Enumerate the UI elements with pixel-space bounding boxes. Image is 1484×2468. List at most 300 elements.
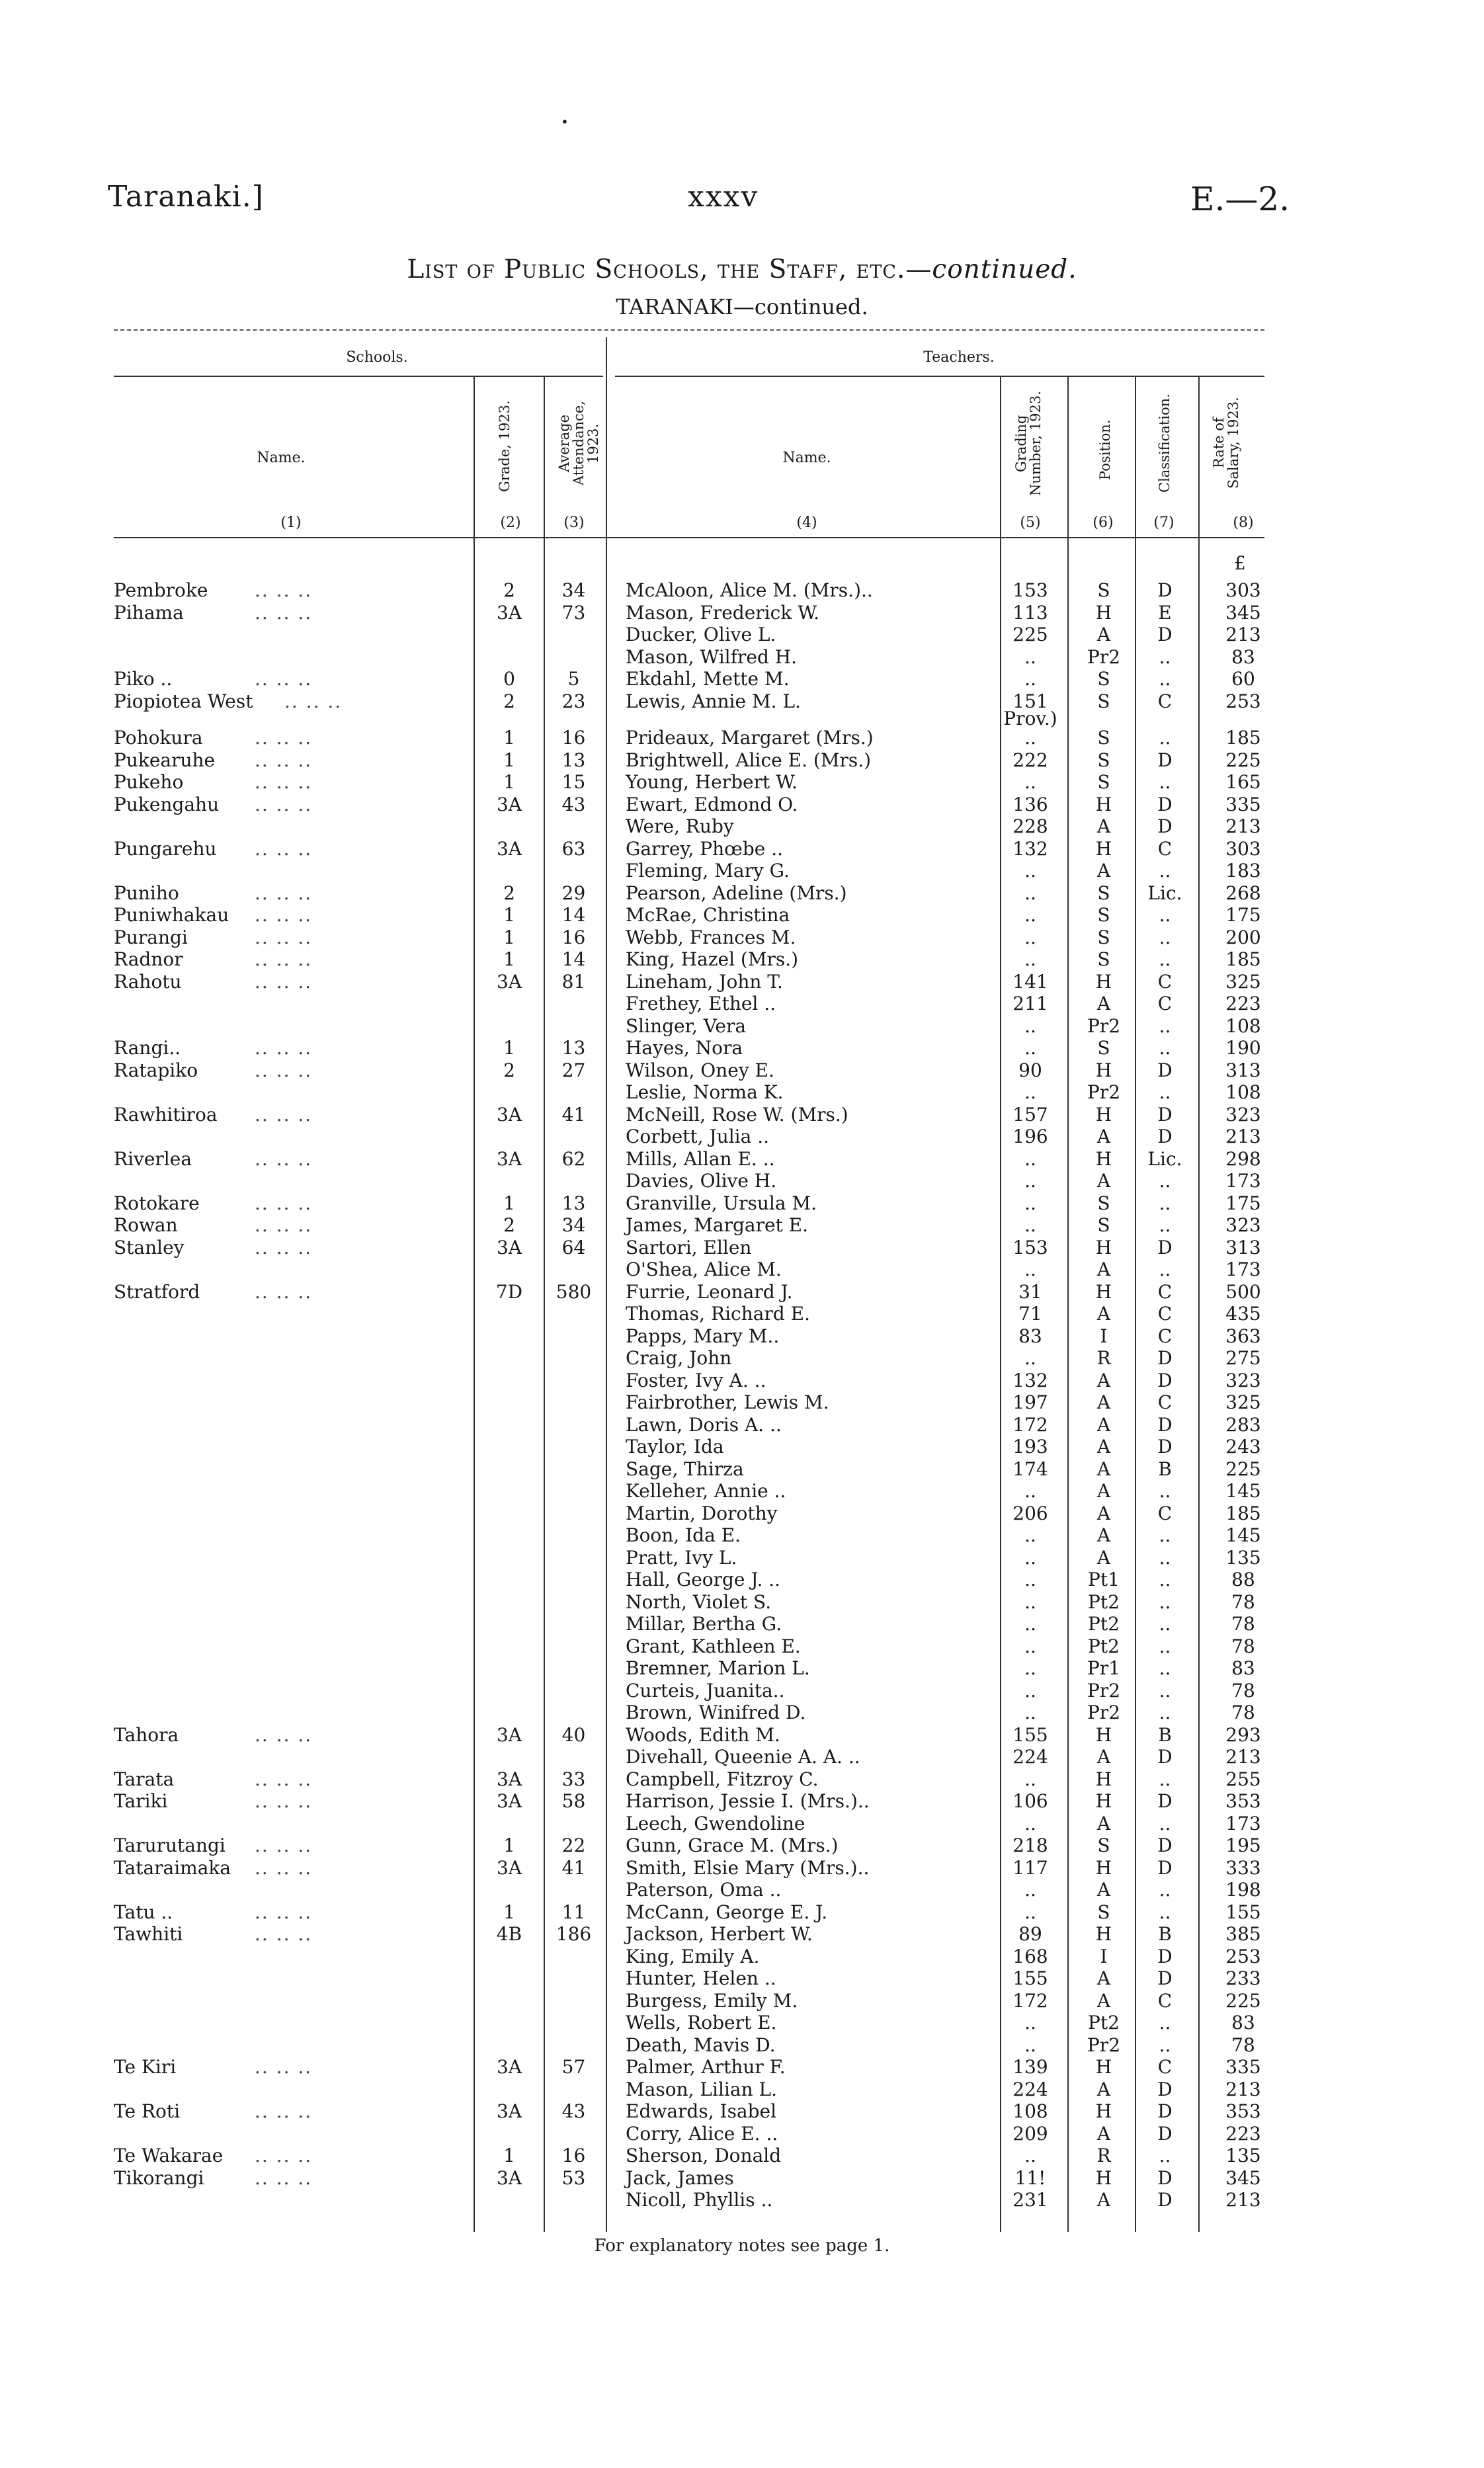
salary-rate: 243 — [1225, 1436, 1261, 1458]
teacher-classification: .. — [1159, 1214, 1171, 1236]
table-row — [0, 993, 1484, 1014]
teacher-position: A — [1096, 1413, 1111, 1436]
teacher-position: H — [1095, 970, 1112, 993]
school-grade: 3A — [496, 1790, 522, 1812]
average-attendance: 14 — [561, 948, 586, 970]
grading-number: .. — [1024, 1590, 1036, 1613]
grading-number: .. — [1024, 2145, 1036, 2166]
salary-rate: 325 — [1225, 1391, 1261, 1413]
grading-number: .. — [1024, 1170, 1036, 1192]
salary-rate: 313 — [1225, 1059, 1261, 1081]
leader-dots: .. .. .. — [255, 2100, 313, 2122]
teacher-name: Sage, Thirza — [626, 1458, 744, 1480]
school-grade: 2 — [503, 882, 515, 904]
teacher-name: Papps, Mary M.. — [626, 1325, 780, 1347]
teacher-position: S — [1097, 1214, 1110, 1236]
grading-number: 211 — [1012, 993, 1048, 1014]
salary-rate: 108 — [1225, 1081, 1261, 1103]
table-row — [0, 1214, 1484, 1236]
teacher-position: S — [1097, 1037, 1110, 1059]
teacher-name: Mason, Wilfred H. — [626, 645, 798, 668]
salary-rate: 78 — [1231, 2034, 1255, 2056]
grading-number: 172 — [1012, 1413, 1048, 1436]
teacher-position: S — [1097, 727, 1110, 749]
school-name: Pukeho — [114, 771, 184, 793]
school-name: Tarurutangi — [114, 1834, 226, 1856]
table-row — [0, 2145, 1484, 2166]
table-row — [0, 2034, 1484, 2056]
teacher-position: Pr2 — [1087, 1679, 1121, 1702]
salary-rate: 200 — [1225, 926, 1261, 948]
school-name: Rangi.. — [114, 1037, 181, 1059]
leader-dots: .. .. .. — [255, 926, 313, 948]
grading-number: 231 — [1012, 2189, 1048, 2211]
column-number-3: (3) — [563, 514, 585, 531]
school-grade: 3A — [496, 1856, 522, 1879]
average-attendance: 23 — [561, 690, 586, 712]
teacher-position: A — [1096, 1436, 1111, 1458]
teacher-position: I — [1100, 1945, 1108, 1967]
grading-number: 218 — [1012, 1834, 1048, 1856]
teacher-classification: .. — [1159, 1546, 1171, 1569]
average-attendance: 27 — [561, 1059, 586, 1081]
teacher-classification: C — [1157, 837, 1173, 860]
salary-rate: 345 — [1225, 601, 1261, 624]
teacher-classification: .. — [1159, 1081, 1171, 1103]
grading-number: 224 — [1012, 2078, 1048, 2100]
teacher-classification: E — [1158, 601, 1172, 624]
grading-number: 71 — [1018, 1303, 1042, 1325]
teacher-classification: D — [1157, 1834, 1173, 1856]
average-attendance: 62 — [561, 1147, 586, 1170]
table-row — [0, 1613, 1484, 1635]
teacher-classification: .. — [1159, 2034, 1171, 2056]
school-name: Tatu .. — [114, 1901, 173, 1923]
grading-number: 132 — [1012, 1369, 1048, 1391]
table-row — [0, 1813, 1484, 1834]
teacher-position: I — [1100, 1325, 1108, 1347]
teacher-position: H — [1095, 2100, 1112, 2122]
teacher-name: Lewis, Annie M. L. — [626, 690, 801, 712]
page-number: xxxv — [688, 180, 759, 214]
table-row — [0, 838, 1484, 860]
table-row — [0, 1569, 1484, 1590]
teacher-name: Lawn, Doris A. .. — [626, 1413, 782, 1436]
teacher-classification: C — [1157, 993, 1173, 1014]
table-row — [0, 2056, 1484, 2078]
column-number-1: (1) — [280, 514, 302, 531]
salary-rate: 135 — [1225, 1546, 1261, 1569]
teacher-classification: D — [1157, 1347, 1173, 1369]
table-row — [0, 624, 1484, 645]
teacher-position: H — [1095, 1856, 1112, 1879]
teacher-classification: D — [1157, 1945, 1173, 1967]
table-row — [0, 2189, 1484, 2211]
teacher-position: S — [1097, 771, 1110, 793]
average-attendance: 40 — [561, 1723, 586, 1746]
salary-rate: 183 — [1225, 860, 1261, 882]
grading-number: .. — [1024, 860, 1036, 882]
average-attendance: 41 — [561, 1856, 586, 1879]
print-mark: • — [561, 114, 569, 130]
teacher-name: Ewart, Edmond O. — [626, 793, 798, 815]
teacher-name: Bremner, Marion L. — [626, 1657, 810, 1679]
table-row — [0, 860, 1484, 882]
leader-dots: .. .. .. — [255, 1192, 313, 1214]
table-row — [0, 1879, 1484, 1901]
salary-rate: 268 — [1225, 882, 1261, 904]
leader-dots: .. .. .. — [255, 970, 313, 993]
school-grade: 0 — [503, 668, 515, 690]
leader-dots: .. .. .. — [255, 1901, 313, 1923]
currency-symbol: £ — [1234, 552, 1246, 574]
grading-number: 196 — [1012, 1126, 1048, 1147]
teacher-position: H — [1095, 1723, 1112, 1746]
salary-rate: 185 — [1225, 727, 1261, 749]
leader-dots: .. .. .. — [255, 904, 313, 926]
teacher-position: A — [1096, 624, 1111, 645]
teacher-position: A — [1096, 1967, 1111, 1989]
salary-rate: 293 — [1225, 1723, 1261, 1746]
school-grade: 3A — [496, 1236, 522, 1258]
table-row — [0, 794, 1484, 815]
school-name: Stratford — [114, 1280, 200, 1303]
grading-number: 153 — [1012, 579, 1048, 601]
leader-dots: .. .. .. — [255, 2145, 313, 2166]
grading-number: 174 — [1012, 1458, 1048, 1480]
teacher-name: McCann, George E. J. — [626, 1901, 828, 1923]
running-header-left: Taranaki.] — [108, 180, 264, 214]
teacher-classification: C — [1157, 1325, 1173, 1347]
teacher-position: Pr2 — [1087, 1702, 1121, 1723]
teacher-name: Brightwell, Alice E. (Mrs.) — [626, 749, 872, 771]
salary-rate: 353 — [1225, 2100, 1261, 2122]
leader-dots: .. .. .. — [284, 690, 343, 712]
school-name: Tariki — [114, 1790, 168, 1812]
salary-rate: 175 — [1225, 904, 1261, 926]
teacher-classification: D — [1157, 2100, 1173, 2122]
table-row — [0, 1126, 1484, 1147]
grading-number: 136 — [1012, 793, 1048, 815]
teacher-name: Thomas, Richard E. — [626, 1303, 810, 1325]
teacher-name: Campbell, Fitzroy C. — [626, 1768, 819, 1790]
school-grade: 2 — [503, 579, 515, 601]
school-grade: 3A — [496, 2166, 522, 2189]
grading-number: 172 — [1012, 1989, 1048, 2012]
teacher-position: A — [1096, 1303, 1111, 1325]
teacher-position: H — [1095, 1280, 1112, 1303]
teacher-classification: .. — [1159, 1480, 1171, 1502]
salary-rate: 190 — [1225, 1037, 1261, 1059]
salary-rate: 323 — [1225, 1369, 1261, 1391]
table-row — [0, 1237, 1484, 1258]
salary-rate: 108 — [1225, 1014, 1261, 1037]
teacher-position: A — [1096, 2078, 1111, 2100]
grading-number: .. — [1024, 645, 1036, 668]
school-name: Rotokare — [114, 1192, 200, 1214]
grading-number: 155 — [1012, 1723, 1048, 1746]
table-row — [0, 1458, 1484, 1480]
teacher-name: Martin, Dorothy — [626, 1502, 778, 1524]
school-grade: 3A — [496, 2056, 522, 2078]
average-attendance: 16 — [561, 2145, 586, 2166]
teacher-classification: D — [1157, 1369, 1173, 1391]
teacher-classification: Lic. — [1147, 1147, 1182, 1170]
grading-number: 117 — [1012, 1856, 1048, 1879]
teacher-classification: D — [1157, 1856, 1173, 1879]
average-attendance: 34 — [561, 1214, 586, 1236]
salary-rate: 213 — [1225, 624, 1261, 645]
teacher-position: Pt2 — [1088, 2012, 1120, 2034]
table-row — [0, 1946, 1484, 1967]
salary-rate: 335 — [1225, 793, 1261, 815]
school-name: Te Kiri — [114, 2056, 177, 2078]
column-number-7: (7) — [1153, 514, 1175, 531]
teacher-name: McRae, Christina — [626, 904, 790, 926]
table-row — [0, 1370, 1484, 1391]
leader-dots: .. .. .. — [255, 793, 313, 815]
teacher-name: Boon, Ida E. — [626, 1524, 741, 1546]
teacher-position: A — [1096, 1126, 1111, 1147]
teacher-position: H — [1095, 2166, 1112, 2189]
teacher-classification: .. — [1159, 727, 1171, 749]
school-name: Rowan — [114, 1214, 178, 1236]
table-row — [0, 1857, 1484, 1879]
average-attendance: 16 — [561, 926, 586, 948]
salary-rate: 500 — [1225, 1280, 1261, 1303]
table-row — [0, 1724, 1484, 1746]
table-row — [0, 815, 1484, 837]
average-attendance: 13 — [561, 1192, 586, 1214]
teacher-position: H — [1095, 2056, 1112, 2078]
column-header-classification: Classification. — [1157, 393, 1173, 493]
table-row — [0, 1037, 1484, 1059]
teacher-classification: .. — [1159, 2012, 1171, 2034]
teacher-classification: D — [1157, 2078, 1173, 2100]
grading-number: 197 — [1012, 1391, 1048, 1413]
table-row — [0, 1990, 1484, 2012]
teacher-name: Were, Ruby — [626, 815, 734, 837]
leader-dots: .. .. .. — [255, 1834, 313, 1856]
school-grade: 3A — [496, 970, 522, 993]
teacher-position: R — [1096, 2145, 1111, 2166]
school-grade: 1 — [503, 948, 515, 970]
column-header-teacher-name: Name. — [782, 450, 831, 466]
header-bottom-rule — [114, 537, 1264, 538]
teacher-name: Young, Herbert W. — [626, 771, 798, 793]
teacher-name: Corbett, Julia .. — [626, 1126, 770, 1147]
teacher-name: King, Emily A. — [626, 1945, 760, 1967]
table-row — [0, 771, 1484, 793]
average-attendance: 14 — [561, 904, 586, 926]
school-grade: 1 — [503, 1834, 515, 1856]
average-attendance: 73 — [561, 601, 586, 624]
teacher-position: R — [1096, 1347, 1111, 1369]
teacher-name: O'Shea, Alice M. — [626, 1258, 782, 1280]
leader-dots: .. .. .. — [255, 882, 313, 904]
teacher-classification: .. — [1159, 1679, 1171, 1702]
grading-number: .. — [1024, 1901, 1036, 1923]
school-name: Puniwhakau — [114, 904, 229, 926]
teacher-position: Pt2 — [1088, 1590, 1120, 1613]
average-attendance: 11 — [561, 1901, 586, 1923]
teacher-classification: C — [1157, 1502, 1173, 1524]
average-attendance: 43 — [561, 2100, 586, 2122]
grading-number: 151 — [1012, 690, 1048, 712]
salary-rate: 353 — [1225, 1790, 1261, 1812]
teacher-position: S — [1097, 926, 1110, 948]
teacher-classification: D — [1157, 815, 1173, 837]
grading-number: 139 — [1012, 2056, 1048, 2078]
teacher-classification: .. — [1159, 1812, 1171, 1834]
school-grade: 4B — [496, 1923, 522, 1945]
grading-number: .. — [1024, 1192, 1036, 1214]
salary-rate: 185 — [1225, 1502, 1261, 1524]
footer-note: For explanatory notes see page 1. — [594, 2236, 890, 2256]
leader-dots: .. .. .. — [255, 2056, 313, 2078]
salary-rate: 213 — [1225, 1126, 1261, 1147]
column-header-grading-number: Grading Number, 1923. — [1013, 391, 1044, 496]
teacher-classification: .. — [1159, 2145, 1171, 2166]
teacher-name: Taylor, Ida — [626, 1436, 724, 1458]
teacher-name: Kelleher, Annie .. — [626, 1480, 786, 1502]
salary-rate: 83 — [1231, 645, 1255, 668]
average-attendance: 43 — [561, 793, 586, 815]
leader-dots: .. .. .. — [255, 1723, 313, 1746]
grading-number: 168 — [1012, 1945, 1048, 1967]
school-name: Pungarehu — [114, 837, 217, 860]
teacher-classification: .. — [1159, 1524, 1171, 1546]
teacher-position: A — [1096, 993, 1111, 1014]
teacher-name: Gunn, Grace M. (Mrs.) — [626, 1834, 839, 1856]
table-row — [0, 1657, 1484, 1679]
teacher-name: King, Hazel (Mrs.) — [626, 948, 799, 970]
salary-rate: 213 — [1225, 2189, 1261, 2211]
teacher-classification: D — [1157, 1790, 1173, 1812]
school-name: Tarata — [114, 1768, 175, 1790]
grading-number: .. — [1024, 948, 1036, 970]
teacher-position: A — [1096, 1480, 1111, 1502]
salary-rate: 253 — [1225, 1945, 1261, 1967]
table-row — [0, 1347, 1484, 1369]
table-row — [0, 1524, 1484, 1546]
average-attendance: 13 — [561, 1037, 586, 1059]
table-row — [0, 1192, 1484, 1214]
teacher-position: H — [1095, 1103, 1112, 1126]
teacher-position: Pr1 — [1087, 1657, 1121, 1679]
table-row — [0, 1790, 1484, 1812]
title-main: List of Public Schools, the Staff, etc.— — [407, 255, 932, 284]
salary-rate: 155 — [1225, 1901, 1261, 1923]
salary-rate: 198 — [1225, 1879, 1261, 1901]
teachers-header-rule — [615, 376, 1264, 377]
teacher-classification: D — [1157, 1059, 1173, 1081]
teacher-name: McAloon, Alice M. (Mrs.).. — [626, 579, 873, 601]
teacher-name: Davies, Olive H. — [626, 1170, 777, 1192]
grading-number: .. — [1024, 1037, 1036, 1059]
teacher-position: H — [1095, 1790, 1112, 1812]
teacher-name: Wilson, Oney E. — [626, 1059, 774, 1081]
teacher-name: Harrison, Jessie I. (Mrs.).. — [626, 1790, 870, 1812]
teacher-name: Prideaux, Margaret (Mrs.) — [626, 727, 874, 749]
column-header-attendance: Average Attendance, 1923. — [556, 401, 601, 486]
page-subtitle: TARANAKI—continued. — [616, 294, 868, 319]
school-grade: 3A — [496, 601, 522, 624]
grading-number: 206 — [1012, 1502, 1048, 1524]
salary-rate: 233 — [1225, 1967, 1261, 1989]
table-row — [0, 948, 1484, 970]
teacher-position: Pr2 — [1087, 1081, 1121, 1103]
teacher-position: H — [1095, 1059, 1112, 1081]
teacher-classification: D — [1157, 1436, 1173, 1458]
table-row — [0, 971, 1484, 993]
teacher-classification: D — [1157, 1413, 1173, 1436]
teacher-name: Paterson, Oma .. — [626, 1879, 782, 1901]
table-row — [0, 1391, 1484, 1413]
school-grade: 2 — [503, 1214, 515, 1236]
salary-rate: 173 — [1225, 1258, 1261, 1280]
table-row — [0, 646, 1484, 668]
school-name: Purangi — [114, 926, 188, 948]
school-name: Te Wakarae — [114, 2145, 224, 2166]
average-attendance: 580 — [556, 1280, 592, 1303]
leader-dots: .. .. .. — [255, 771, 313, 793]
teacher-classification: C — [1157, 2056, 1173, 2078]
salary-rate: 213 — [1225, 1746, 1261, 1768]
leader-dots: .. .. .. — [255, 579, 313, 601]
teacher-position: A — [1096, 1546, 1111, 1569]
teacher-classification: Lic. — [1147, 882, 1182, 904]
leader-dots: .. .. .. — [255, 1790, 313, 1812]
teacher-classification: D — [1157, 749, 1173, 771]
school-name: Tataraimaka — [114, 1856, 231, 1879]
teacher-name: Jackson, Herbert W. — [626, 1923, 813, 1945]
school-name: Ratapiko — [114, 1059, 198, 1081]
teacher-name: Death, Mavis D. — [626, 2034, 776, 2056]
teacher-name: Mason, Frederick W. — [626, 601, 819, 624]
salary-rate: 78 — [1231, 1679, 1255, 1702]
group-header-schools: Schools. — [346, 349, 408, 366]
teacher-position: A — [1096, 1502, 1111, 1524]
average-attendance: 57 — [561, 2056, 586, 2078]
teacher-classification: C — [1157, 1391, 1173, 1413]
school-grade: 1 — [503, 1192, 515, 1214]
teacher-position: Pr2 — [1087, 2034, 1121, 2056]
teacher-position: A — [1096, 1391, 1111, 1413]
teacher-classification: .. — [1159, 1037, 1171, 1059]
teacher-name: Furrie, Leonard J. — [626, 1280, 793, 1303]
teacher-position: A — [1096, 860, 1111, 882]
grading-number: 224 — [1012, 1746, 1048, 1768]
average-attendance: 63 — [561, 837, 586, 860]
teacher-position: Pr2 — [1087, 645, 1121, 668]
table-row — [0, 1901, 1484, 1923]
grading-number: .. — [1024, 1258, 1036, 1280]
teacher-classification: .. — [1159, 1192, 1171, 1214]
school-name: Pukearuhe — [114, 749, 216, 771]
grading-number: .. — [1024, 2034, 1036, 2056]
teacher-position: S — [1097, 1901, 1110, 1923]
leader-dots: .. .. .. — [255, 749, 313, 771]
group-header-teachers: Teachers. — [923, 349, 995, 366]
school-name: Te Roti — [114, 2100, 181, 2122]
teacher-classification: .. — [1159, 1170, 1171, 1192]
grading-number: 225 — [1012, 624, 1048, 645]
grading-number: .. — [1024, 926, 1036, 948]
table-top-rule — [114, 329, 1264, 331]
grading-number: 11! — [1014, 2166, 1046, 2189]
teacher-classification: .. — [1159, 1657, 1171, 1679]
